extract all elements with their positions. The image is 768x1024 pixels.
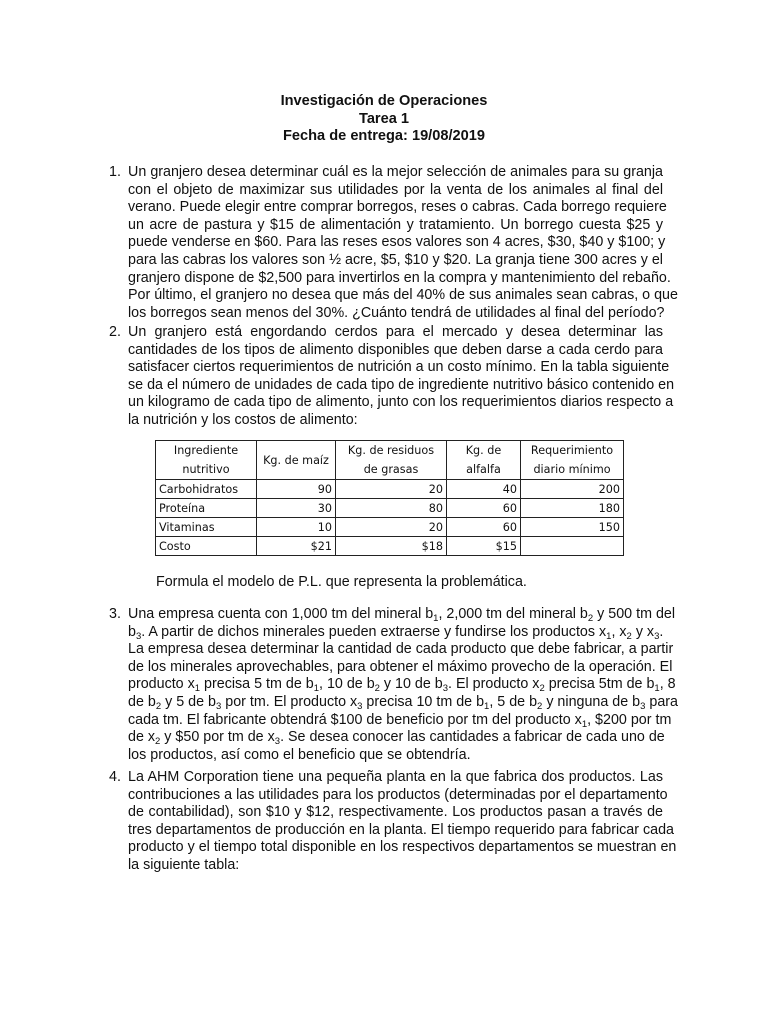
text-line: $b_3$. A partir de dichos minerales pueden extraerse y fundirse los productos $x_1$, $x_2$ y $x_3$.: [128, 623, 664, 642]
table-cell: 20: [336, 480, 447, 499]
header-line: Ingrediente: [173, 444, 239, 457]
problem-3: [109, 606, 679, 764]
header-line: nutritivo: [182, 463, 230, 476]
table-row: [156, 518, 624, 537]
text-line: Por último, el granjero no desea que más del 40% de sus animales sean cabras, o que: [128, 287, 678, 304]
table-cell: Carbohidratos: [156, 480, 257, 499]
course-title: Investigación de Operaciones: [280, 93, 488, 109]
text-line: de contabilidad), son $10 y $12, respectivamente. Los productos pasan a través de: [128, 804, 663, 821]
text-line: de $b_2$ y 5 de $b_3$ por tm. El producto $x_3$ precisa 10 tm de $b_1$, 5 de $b_2$ y ninguna de $b_3$ para: [128, 693, 679, 712]
table-cell: Vitaminas: [156, 518, 257, 537]
problem-number: 3.: [109, 606, 121, 622]
header-line: Kg. de: [465, 444, 502, 457]
column-header: [447, 441, 521, 480]
table-cell: [521, 537, 624, 556]
text-line: un acre de pastura y $15 de alimentación y tratamiento. Un borrego cuesta $25 y: [128, 216, 663, 233]
text-line: Una empresa cuenta con 1,000 tm del mineral $b_1$, 2,000 tm del mineral $b_2$ y 500 tm del: [128, 606, 676, 624]
text-line: para las cabras los valores son ½ acre, $5, $10 y $20. La granja tiene 300 acres y el: [128, 251, 663, 268]
problem-number: 1.: [109, 164, 121, 180]
table-cell: 30: [257, 499, 336, 518]
table-cell: Proteína: [156, 499, 257, 518]
table-cell: 10: [257, 518, 336, 537]
assignment-title: Tarea 1: [358, 110, 410, 127]
text-line: se da el número de unidades de cada tipo de ingrediente nutritivo básico contenido en: [128, 376, 675, 393]
document-header: [0, 93, 768, 146]
table-cell: $15: [447, 537, 521, 556]
formula-instruction: Formula el modelo de P.L. que representa la problemática.: [156, 574, 527, 590]
text-line: con el objeto de maximizar sus utilidades por la venta de los animales al final del: [128, 181, 663, 198]
text-line: contribuciones a las utilidades para los productos (determinadas por el departamento: [128, 786, 668, 803]
column-header: [156, 441, 257, 480]
table-cell: Costo: [156, 537, 257, 556]
table-cell: 40: [447, 480, 521, 499]
column-header: [257, 441, 336, 480]
text-line: Un granjero está engordando cerdos para el mercado y desea determinar las: [128, 324, 663, 340]
table-cell: 60: [447, 518, 521, 537]
header-line: Kg. de residuos: [347, 444, 435, 457]
table-cell: 200: [521, 480, 624, 499]
text-line: los productos, así como el beneficio que se obtendría.: [128, 746, 471, 763]
problem-number: 4.: [109, 769, 121, 785]
table-row: [156, 499, 624, 518]
text-line: producto y el tiempo total disponible en los respectivos departamentos se muestran en: [128, 839, 677, 856]
column-header: [336, 441, 447, 480]
problem-text: [128, 164, 678, 322]
header-line: diario mínimo: [533, 463, 611, 476]
header-line: de grasas: [363, 463, 419, 476]
table-row: [156, 480, 624, 499]
text-line: granjero dispone de $2,500 para invertirlos en la compra y mantenimiento del rebaño.: [128, 269, 671, 286]
header-line: Kg. de maíz: [263, 453, 329, 467]
text-line: Un granjero desea determinar cuál es la mejor selección de animales para su granja: [128, 164, 663, 180]
problem-text: [128, 606, 679, 764]
table-cell: 150: [521, 518, 624, 537]
text-line: cantidades de los tipos de alimento disponibles que deben darse a cada cerdo para: [128, 341, 663, 358]
table-cell: 80: [336, 499, 447, 518]
text-line: tres departamentos de producción en la planta. El tiempo requerido para fabricar cada: [128, 821, 674, 838]
table-cell: 90: [257, 480, 336, 499]
header-line: alfalfa: [466, 463, 501, 476]
text-line: La AHM Corporation tiene una pequeña planta en la que fabrica dos productos. Las: [128, 769, 663, 785]
text-line: La empresa desea determinar la cantidad de cada producto que debe fabricar, a partir: [128, 641, 674, 658]
problem-number: 2.: [109, 324, 121, 340]
due-date: Fecha de entrega: 19/08/2019: [283, 128, 485, 144]
text-line: los borregos sean menos del 30%. ¿Cuánto tendrá de utilidades al final del período?: [128, 304, 665, 321]
text-line: producto $x_1$ precisa 5 tm de $b_1$, 10 de $b_2$ y 10 de $b_3$. El producto $x_2$ precisa 5tm de $b_1$, 8: [128, 676, 676, 695]
text-line: de $x_2$ y $50 por tm de $x_3$. Se desea conocer las cantidades a fabricar de cada uno de: [128, 729, 665, 748]
column-header: [521, 441, 624, 480]
problem-1: [109, 164, 678, 322]
text-line: verano. Puede elegir entre comprar borregos, reses o cabras. Cada borrego requiere: [128, 199, 667, 216]
header-line: Requerimiento: [530, 444, 614, 457]
table-cell: 20: [336, 518, 447, 537]
text-line: satisfacer ciertos requerimientos de nutrición a un costo mínimo. En la tabla siguiente: [128, 359, 670, 376]
problem-4: [109, 769, 677, 875]
table-cell: $18: [336, 537, 447, 556]
table-cell: $21: [257, 537, 336, 556]
table-cell: 180: [521, 499, 624, 518]
problem-2: [109, 324, 675, 430]
text-line: la siguiente tabla:: [128, 856, 240, 873]
text-line: un kilogramo de cada tipo de alimento, junto con los requerimientos diarios respecto a: [128, 394, 674, 411]
table-cell: 60: [447, 499, 521, 518]
table-row: [156, 537, 624, 556]
text-line: la nutrición y los costos de alimento:: [128, 411, 358, 428]
problem-text: [128, 769, 677, 875]
text-line: puede venderse en $60. Para las reses esos valores son 4 acres, $30, $40 y $100; y: [128, 234, 666, 251]
problem-text: [128, 324, 675, 430]
table-header-row: [156, 441, 624, 480]
nutrition-table: [155, 440, 624, 556]
text-line: cada tm. El fabricante obtendrá $100 de beneficio por tm del producto $x_1$, $200 por tm: [128, 711, 672, 730]
text-line: de los minerales aprovechables, para obtener el máximo provecho de la operación. El: [128, 658, 673, 675]
